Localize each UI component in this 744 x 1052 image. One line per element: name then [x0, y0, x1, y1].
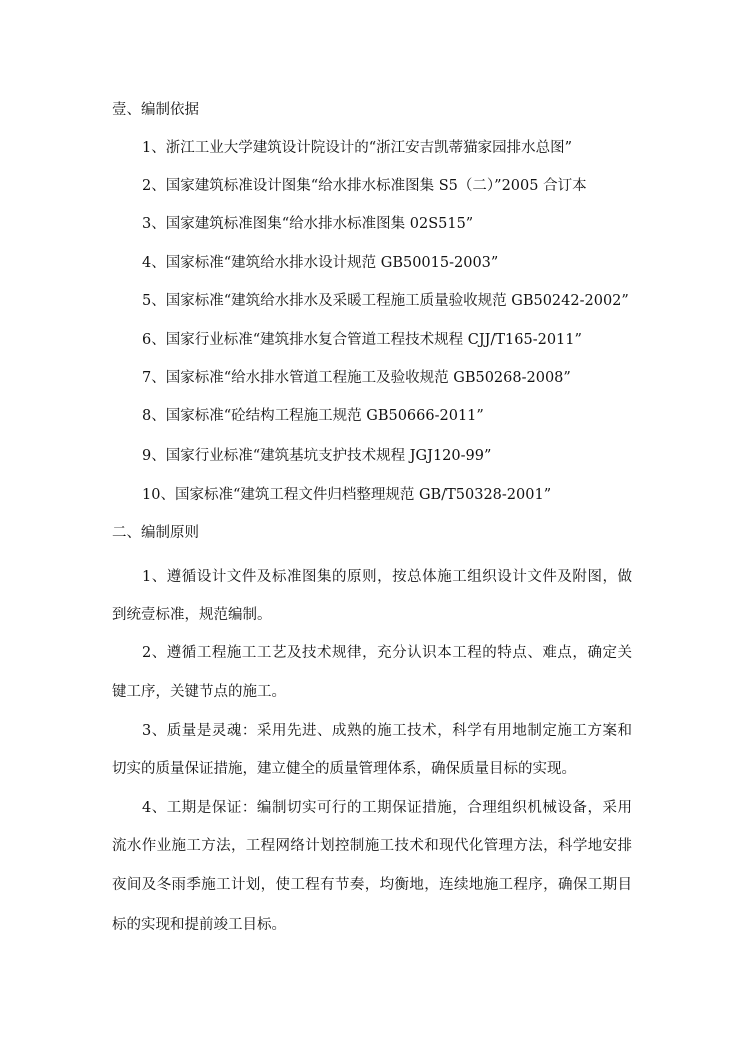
principle-line: 键工序，关键节点的施工。	[112, 684, 286, 700]
section-heading-principles: 二、编制原则	[112, 525, 199, 541]
basis-item: 4、国家标准“建筑给水排水设计规范 GB50015-2003”	[142, 255, 499, 271]
basis-item: 1、浙江工业大学建筑设计院设计的“浙江安吉凯蒂猫家园排水总图”	[142, 140, 573, 156]
basis-item: 5、国家标准“建筑给水排水及采暖工程施工质量验收规范 GB50242-2002”	[142, 293, 629, 309]
basis-item: 10、国家标准“建筑工程文件归档整理规范 GB/T50328-2001”	[142, 487, 552, 503]
section-heading-basis: 壹、编制依据	[112, 102, 199, 118]
basis-item: 9、国家行业标准“建筑基坑支护技术规程 JGJ120-99”	[142, 448, 492, 464]
principle-line: 1、遵循设计文件及标准图集的原则，按总体施工组织设计文件及附图，做	[142, 569, 632, 585]
principle-line: 4、工期是保证：编制切实可行的工期保证措施，合理组织机械设备，采用	[142, 800, 632, 816]
principle-line: 到统壹标准，规范编制。	[112, 607, 272, 623]
principle-line: 标的实现和提前竣工目标。	[112, 917, 286, 933]
basis-item: 2、国家建筑标准设计图集“给水排水标准图集 S5（二）”2005 合订本	[142, 178, 587, 194]
basis-item: 7、国家标准“给水排水管道工程施工及验收规范 GB50268-2008”	[142, 370, 571, 386]
principle-line: 3、质量是灵魂：采用先进、成熟的施工技术，科学有用地制定施工方案和	[142, 723, 632, 739]
principle-line: 2、遵循工程施工工艺及技术规律，充分认识本工程的特点、难点，确定关	[142, 645, 632, 661]
basis-item: 8、国家标准“砼结构工程施工规范 GB50666-2011”	[142, 408, 484, 424]
principle-line: 流水作业施工方法，工程网络计划控制施工技术和现代化管理方法，科学地安排	[112, 838, 632, 854]
principle-line: 夜间及冬雨季施工计划，使工程有节奏，均衡地，连续地施工程序，确保工期目	[112, 877, 632, 893]
basis-item: 6、国家行业标准“建筑排水复合管道工程技术规程 CJJ/T165-2011”	[142, 332, 582, 348]
principle-line: 切实的质量保证措施，建立健全的质量管理体系，确保质量目标的实现。	[112, 761, 576, 777]
basis-item: 3、国家建筑标准图集“给水排水标准图集 02S515”	[142, 216, 474, 232]
